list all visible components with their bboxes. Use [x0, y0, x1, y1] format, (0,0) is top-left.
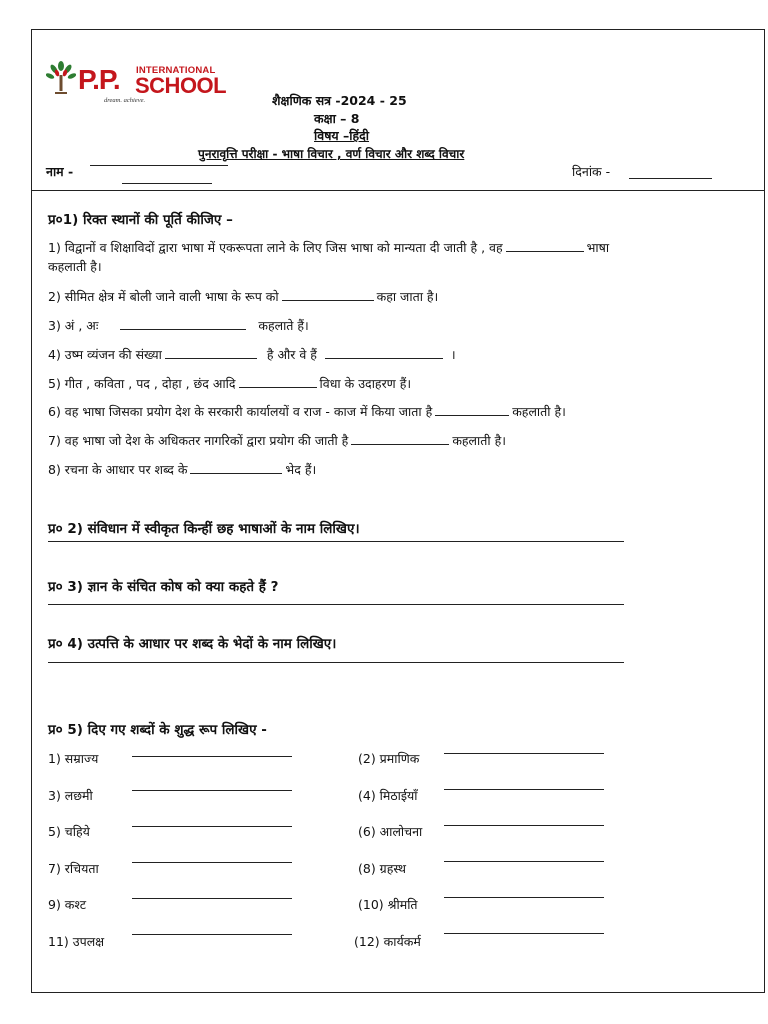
q5-answer-10[interactable]: [444, 897, 604, 898]
q5-word-9: 9) कश्ट: [48, 897, 87, 912]
q2-title: प्र० 2) संविधान में स्वीकृत किन्हीं छह भाषाओं के नाम लिखिए।: [48, 521, 360, 537]
q1-blank-7[interactable]: [351, 433, 449, 445]
logo-pp-text: P.P.: [78, 64, 120, 95]
q1-blank-5[interactable]: [239, 376, 317, 388]
q4-answer-line[interactable]: [48, 662, 624, 663]
q4-title: प्र० 4) उत्पत्ति के आधार पर शब्द के भेदों के नाम लिखिए।: [48, 636, 337, 652]
q1-blank-3[interactable]: [120, 318, 246, 330]
q5-answer-11[interactable]: [132, 934, 292, 935]
q5-word-5: 5) चहिये: [48, 824, 90, 839]
q1-blank-6[interactable]: [435, 404, 509, 416]
q1-blank-8[interactable]: [190, 462, 282, 474]
logo-line1: INTERNATIONAL: [136, 65, 216, 76]
name-label: नाम -: [46, 164, 74, 179]
q5-word-6: (6) आलोचना: [358, 824, 423, 839]
q5-answer-1[interactable]: [132, 756, 292, 757]
name-field[interactable]: [90, 165, 228, 166]
tree-icon: [46, 60, 76, 94]
q1-item-7: 7) वह भाषा जो देश के अधिकतर नागरिकों द्वारा प्रयोग की जाती है कहलाती है।: [48, 433, 506, 448]
q5-answer-8[interactable]: [444, 861, 604, 862]
q1-blank-4b[interactable]: [325, 347, 443, 359]
q1-item-5: 5) गीत , कविता , पद , दोहा , छंद आदि विधा के उदाहरण हैं।: [48, 376, 412, 391]
logo-tagline: dream. achieve.: [104, 97, 146, 104]
header-divider: [31, 190, 765, 191]
q1-item-8: 8) रचना के आधार पर शब्द के भेद हैं।: [48, 462, 317, 477]
class-title: कक्षा – 8: [314, 111, 360, 126]
q1-item-1: 1) विद्वानों व शिक्षाविदों द्वारा भाषा में एकरूपता लाने के लिए जिस भाषा को मान्यता दी जाती है , वह भाषा: [48, 240, 610, 255]
q5-word-1: 1) सम्राज्य: [48, 751, 99, 766]
q5-word-4: (4) मिठाईयाँ: [358, 788, 418, 803]
q5-answer-5[interactable]: [132, 826, 292, 827]
q1-blank-4a[interactable]: [165, 347, 257, 359]
q5-answer-12[interactable]: [444, 933, 604, 934]
q1-blank-2[interactable]: [282, 289, 374, 301]
q5-word-3: 3) लछमी: [48, 788, 93, 803]
date-label: दिनांक -: [572, 164, 611, 179]
q1-blank-1[interactable]: [506, 240, 584, 252]
q5-word-12: (12) कार्यकर्म: [354, 934, 421, 949]
q1-item-1-cont: कहलाती है।: [48, 259, 102, 274]
q1-item-4: 4) उष्म व्यंजन की संख्या है और वे हैं ।: [48, 347, 456, 362]
q5-answer-2[interactable]: [444, 753, 604, 754]
subject-title: विषय –हिंदी: [314, 128, 370, 143]
q5-word-8: (8) ग्रहस्थ: [358, 861, 406, 876]
q5-answer-4[interactable]: [444, 789, 604, 790]
q3-answer-line[interactable]: [48, 604, 624, 605]
logo-line2: SCHOOL: [135, 73, 227, 98]
q5-answer-9[interactable]: [132, 898, 292, 899]
date-field[interactable]: [629, 178, 712, 179]
worksheet-page: [31, 29, 765, 993]
q5-answer-7[interactable]: [132, 862, 292, 863]
q5-answer-3[interactable]: [132, 790, 292, 791]
q5-title: प्र० 5) दिए गए शब्दों के शुद्ध रूप लिखिए -: [48, 722, 267, 738]
q5-word-10: (10) श्रीमति: [358, 897, 418, 912]
q5-word-2: (2) प्रमाणिक: [358, 751, 420, 766]
q1-item-3: 3) अं , अः कहलाते हैं।: [48, 318, 309, 333]
exam-title: पुनरावृत्ति परीक्षा - भाषा विचार , वर्ण विचार और शब्द विचार: [198, 147, 465, 161]
q2-answer-line[interactable]: [48, 541, 624, 542]
header-divider-short: [122, 183, 212, 184]
q1-title: प्र०1) रिक्त स्थानों की पूर्ति कीजिए –: [48, 212, 233, 228]
q3-title: प्र० 3) ज्ञान के संचित कोष को क्या कहते हैं ?: [48, 579, 279, 595]
q1-item-2: 2) सीमित क्षेत्र में बोली जाने वाली भाषा के रूप को कहा जाता है।: [48, 289, 439, 304]
session-title: शैक्षणिक सत्र -2024 - 25: [272, 93, 407, 108]
q5-answer-6[interactable]: [444, 825, 604, 826]
school-logo: [46, 58, 227, 110]
q5-word-7: 7) रचियता: [48, 861, 99, 876]
q5-word-11: 11) उपलक्ष: [48, 934, 105, 949]
q1-item-6: 6) वह भाषा जिसका प्रयोग देश के सरकारी कार्यालयों व राज - काज में किया जाता है कहलाती है।: [48, 404, 566, 419]
